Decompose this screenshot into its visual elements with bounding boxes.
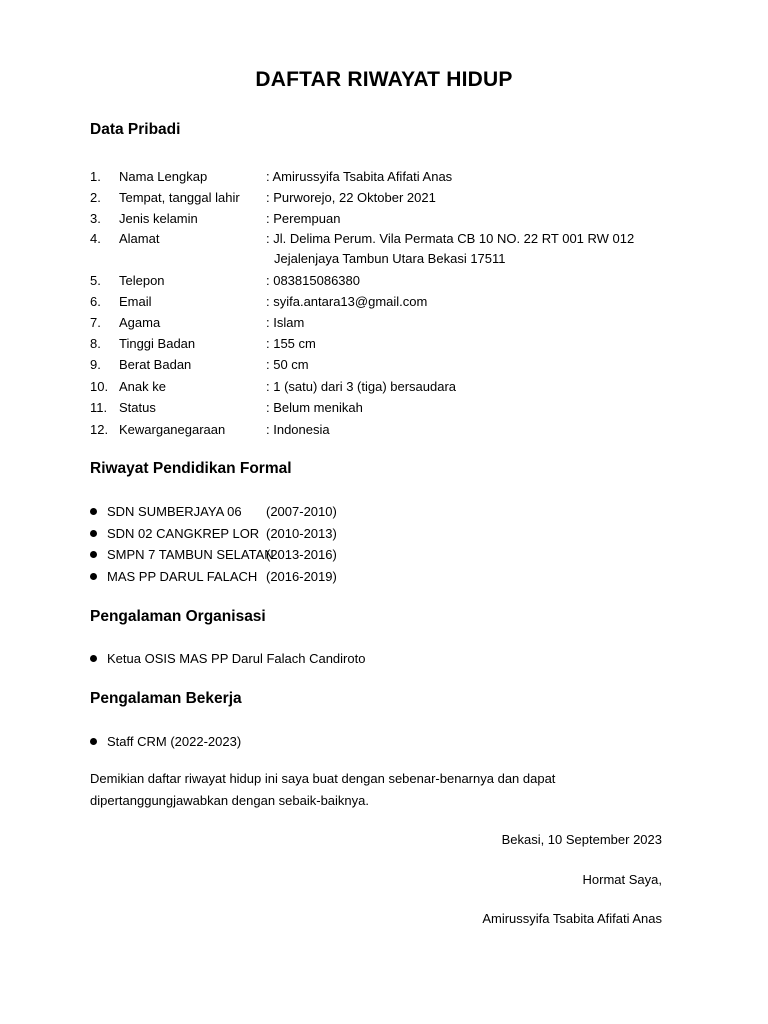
personal-row-continuation [0, 250, 768, 268]
row-number: 11. [90, 400, 108, 415]
row-label: Tinggi Badan [119, 336, 196, 351]
organization-text: Ketua OSIS MAS PP Darul Falach Candiroto [107, 651, 366, 666]
education-school: MAS PP DARUL FALACH [107, 569, 258, 584]
document-title: DAFTAR RIWAYAT HIDUP [255, 68, 513, 91]
section-heading-pendidikan: Riwayat Pendidikan Formal [90, 460, 292, 477]
row-value: : Indonesia [266, 422, 330, 437]
row-value: : Purworejo, 22 Oktober 2021 [266, 190, 436, 205]
row-value: : 1 (satu) dari 3 (tiga) bersaudara [266, 379, 457, 394]
signature-greeting: Hormat Saya, [582, 872, 662, 887]
closing-line-2: dipertanggungjawabkan dengan sebaik-baiknya. [90, 793, 369, 808]
row-value-continuation: Jejalenjaya Tambun Utara Bekasi 17511 [274, 251, 506, 266]
row-label: Jenis kelamin [119, 211, 198, 226]
row-value: : 083815086380 [266, 273, 360, 288]
row-value: : Amirussyifa Tsabita Afifati Anas [266, 169, 453, 184]
row-number: 7. [90, 315, 101, 330]
row-number: 1. [90, 169, 101, 184]
row-label: Nama Lengkap [119, 169, 208, 184]
row-value: : Islam [266, 315, 305, 330]
row-value: : Jl. Delima Perum. Vila Permata CB 10 NO. 22 RT 001 RW 012 [266, 231, 635, 246]
education-item [0, 568, 768, 586]
row-number: 12. [90, 422, 109, 437]
row-label: Berat Badan [119, 357, 192, 372]
education-years: (2016-2019) [266, 569, 337, 584]
personal-row [0, 356, 768, 374]
personal-row [0, 230, 768, 248]
education-years: (2007-2010) [266, 504, 337, 519]
signature-name: Amirussyifa Tsabita Afifati Anas [482, 911, 662, 926]
row-number: 6. [90, 294, 101, 309]
row-label: Telepon [119, 273, 165, 288]
row-number: 2. [90, 190, 101, 205]
closing-line-1: Demikian daftar riwayat hidup ini saya buat dengan sebenar-benarnya dan dapat [90, 771, 556, 786]
education-years: (2010-2013) [266, 526, 337, 541]
row-label: Status [119, 400, 156, 415]
section-heading-data-pribadi: Data Pribadi [90, 121, 181, 138]
row-label: Email [119, 294, 152, 309]
bullet-icon [90, 551, 97, 558]
bullet-icon [90, 655, 97, 662]
row-value: : Perempuan [266, 211, 341, 226]
row-label: Alamat [119, 231, 160, 246]
bullet-icon [90, 573, 97, 580]
personal-row [0, 378, 768, 396]
personal-row [0, 314, 768, 332]
bullet-icon [90, 530, 97, 537]
row-number: 9. [90, 357, 101, 372]
work-text: Staff CRM (2022-2023) [107, 734, 242, 749]
section-heading-organisasi: Pengalaman Organisasi [90, 608, 266, 625]
row-value: : 155 cm [266, 336, 316, 351]
education-item [0, 525, 768, 543]
closing-paragraph [90, 768, 690, 812]
personal-row [0, 335, 768, 353]
personal-row [0, 210, 768, 228]
signature-place-date: Bekasi, 10 September 2023 [501, 832, 662, 847]
work-item [0, 733, 768, 751]
row-label: Kewarganegaraan [119, 422, 226, 437]
personal-row [0, 168, 768, 186]
row-number: 8. [90, 336, 101, 351]
education-school: SDN SUMBERJAYA 06 [107, 504, 242, 519]
personal-row [0, 293, 768, 311]
education-school: SDN 02 CANGKREP LOR [107, 526, 260, 541]
row-value: : syifa.antara13@gmail.com [266, 294, 428, 309]
education-school: SMPN 7 TAMBUN SELATAN [107, 547, 274, 562]
bullet-icon [90, 738, 97, 745]
row-number: 3. [90, 211, 101, 226]
bullet-icon [90, 508, 97, 515]
row-value: : Belum menikah [266, 400, 363, 415]
row-label: Tempat, tanggal lahir [119, 190, 240, 205]
education-item [0, 503, 768, 521]
row-number: 10. [90, 379, 109, 394]
education-item [0, 546, 768, 564]
section-heading-bekerja: Pengalaman Bekerja [90, 690, 242, 707]
row-number: 4. [90, 231, 101, 246]
education-years: (2013-2016) [266, 547, 337, 562]
personal-row [0, 272, 768, 290]
row-label: Anak ke [119, 379, 166, 394]
personal-row [0, 399, 768, 417]
personal-row [0, 421, 768, 439]
row-value: : 50 cm [266, 357, 309, 372]
personal-row [0, 189, 768, 207]
row-number: 5. [90, 273, 101, 288]
row-label: Agama [119, 315, 161, 330]
organization-item [0, 650, 768, 668]
